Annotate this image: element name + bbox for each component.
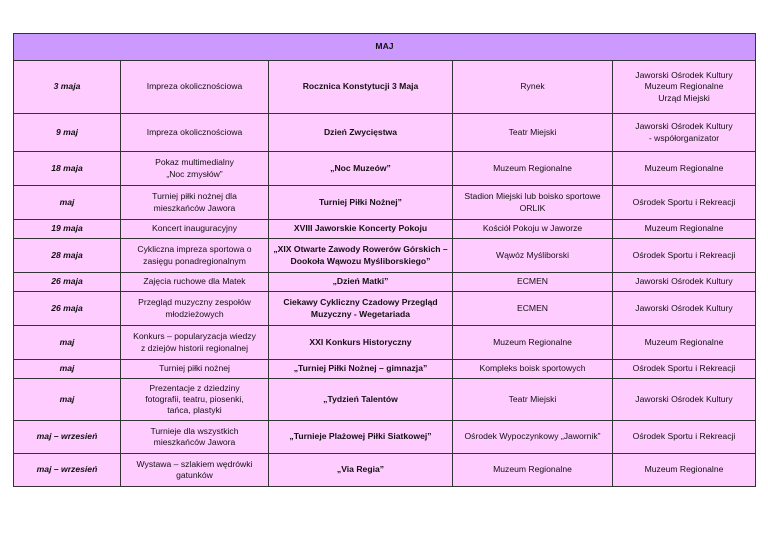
event-place [453,273,613,292]
event-place-line: Muzeum Regionalne [493,464,572,475]
event-type [121,61,269,114]
event-date-line: maj [59,393,75,404]
event-name [269,114,453,152]
event-name [269,239,453,273]
event-type-line: tańca, plastyki [167,405,222,416]
event-organizer [613,152,756,186]
event-organizer-line: Urząd Miejski [658,92,710,103]
event-name-line: „Turniej Piłki Nożnej – gimnazja” [293,363,428,374]
event-type-line: młodzieżowych [165,308,224,319]
table-row [14,152,756,186]
event-date [14,454,121,487]
event-organizer-line: Jaworski Ośrodek Kultury [635,121,733,132]
event-name [269,273,453,292]
event-date [14,273,121,292]
event-date-line: 28 maja [51,249,83,260]
event-type-line: Prezentacje z dziedziny [149,382,240,393]
event-name-line: Muzyczny - Wegetariada [310,308,411,319]
event-name [269,220,453,239]
event-name [269,360,453,379]
event-type [121,186,269,220]
event-place [453,379,613,421]
event-type [121,239,269,273]
table-row [14,61,756,114]
event-place-line: ORLIK [519,202,546,213]
event-date-line: 19 maja [51,223,83,234]
event-type-line: mieszkańców Jawora [153,202,236,213]
event-organizer-line: Jaworski Ośrodek Kultury [635,70,733,81]
event-type-line: Koncert inauguracyjny [151,223,238,234]
event-type-line: mieszkańców Jawora [153,437,236,447]
event-date [14,186,121,220]
event-place-line: Kościół Pokoju w Jaworze [482,223,583,234]
event-organizer-line: Muzeum Regionalne [644,162,724,173]
event-organizer-line: Jaworski Ośrodek Kultury [635,393,733,404]
event-organizer [613,114,756,152]
event-date [14,326,121,360]
event-place-line: ECMEN [516,302,549,313]
event-name [269,421,453,454]
event-place-line: Kompleks boisk sportowych [479,363,586,374]
event-organizer-line: Jaworski Ośrodek Kultury [635,302,733,313]
event-organizer-line: Ośrodek Sportu i Rekreacji [632,196,736,207]
event-date [14,379,121,421]
event-organizer-line: Muzeum Regionalne [644,81,724,92]
event-organizer-line: Ośrodek Sportu i Rekreacji [632,249,736,260]
event-name-line: „Noc Muzeów” [330,162,391,173]
event-place [453,454,613,487]
event-date [14,114,121,152]
event-name [269,152,453,186]
event-place-line: ECMEN [516,276,549,287]
event-type-line: zasięgu ponadregionalnym [143,255,246,266]
event-name-line: Turniej Piłki Nożnej” [319,196,402,207]
event-place [453,326,613,360]
table-row [14,421,756,454]
event-place-line: Teatr Miejski [508,126,557,137]
event-type-line: Turnieje dla wszystkich [150,425,239,436]
event-type-line: fotografii, teatru, piosenki, [145,393,244,404]
month-title: MAJ [14,34,756,61]
event-organizer-line: Jaworski Ośrodek Kultury [635,276,733,287]
event-organizer [613,292,756,326]
event-type [121,114,269,152]
event-organizer-line: Ośrodek Sportu i Rekreacji [632,431,736,442]
event-name [269,379,453,421]
event-date [14,292,121,326]
event-place [453,220,613,239]
table-row [14,220,756,239]
event-organizer [613,61,756,114]
event-date-line: 26 maja [51,302,83,313]
event-date [14,220,121,239]
event-name-line: „XIX Otwarte Zawody Rowerów Górskich – [273,244,448,255]
event-place [453,186,613,220]
event-name-line: XVIII Jaworskie Koncerty Pokoju [293,223,428,234]
event-place-line: Ośrodek Wypoczynkowy „Jawornik” [464,431,601,442]
event-date-line: 3 maja [53,81,81,92]
events-table [13,33,756,487]
event-type [121,292,269,326]
event-place [453,114,613,152]
event-name [269,186,453,220]
event-date-line: maj [59,363,75,374]
event-type-line: Cykliczna impreza sportowa o [137,244,252,255]
event-place [453,239,613,273]
event-name-line: Dzień Zwycięstwa [323,126,398,137]
event-type-line: Przegląd muzyczny zespołów [138,297,251,308]
event-place [453,360,613,379]
event-date-line: 26 maja [51,276,83,287]
event-date [14,421,121,454]
event-name [269,61,453,114]
event-organizer [613,220,756,239]
table-row [14,273,756,292]
table-row [14,379,756,421]
event-type-line: Zajęcia ruchowe dla Matek [143,276,246,287]
event-name [269,326,453,360]
event-place [453,292,613,326]
event-organizer [613,454,756,487]
event-date-line: maj [59,196,75,207]
event-type [121,220,269,239]
event-organizer [613,379,756,421]
event-name-line: „Tydzień Talentów [323,393,398,404]
table-row [14,186,756,220]
event-name-line: Dookoła Wąwozu Myśliborskiego” [290,255,431,266]
events-table-body [14,61,756,487]
event-name-line: „Turnieje Plażowej Piłki Siatkowej” [289,431,432,442]
event-place [453,61,613,114]
event-date [14,360,121,379]
event-date-line: 9 maj [56,126,78,137]
event-organizer-line: Muzeum Regionalne [644,336,724,347]
event-type-line: Turniej piłki nożnej [159,363,230,374]
event-type-line: Turniej piłki nożnej dla [152,191,237,202]
event-type [121,454,269,487]
table-row [14,360,756,379]
event-date-line: maj – wrzesień [36,431,98,442]
event-place-line: Stadion Miejski lub boisko sportowe [464,191,601,202]
event-name-line: XXI Konkurs Historyczny [309,336,412,347]
event-type [121,421,269,454]
event-name [269,292,453,326]
event-type-line: „Noc zmysłów” [166,168,223,179]
event-organizer [613,360,756,379]
event-date [14,152,121,186]
event-type-line: z dziejów historii regionalnej [141,342,248,353]
event-organizer-line: Ośrodek Sportu i Rekreacji [632,363,736,374]
table-row [14,454,756,487]
event-place-line: Muzeum Regionalne [493,162,572,173]
table-row [14,114,756,152]
event-date [14,239,121,273]
event-type-line: Impreza okolicznościowa [146,126,243,137]
event-name [269,454,453,487]
event-date-line: maj – wrzesień [36,464,98,475]
event-organizer [613,186,756,220]
event-organizer-line: Muzeum Regionalne [644,464,724,475]
event-place-line: Teatr Miejski [508,393,557,404]
event-organizer [613,421,756,454]
event-place-line: Rynek [520,81,545,92]
event-date-line: 18 maja [51,162,83,173]
event-type [121,326,269,360]
event-type [121,152,269,186]
event-type [121,273,269,292]
event-organizer [613,239,756,273]
table-row [14,292,756,326]
table-row [14,239,756,273]
event-organizer [613,326,756,360]
event-organizer-line: Muzeum Regionalne [644,223,724,234]
event-place [453,152,613,186]
event-date [14,61,121,114]
event-name-line: Ciekawy Cykliczny Czadowy Przegląd [283,297,438,308]
event-organizer [613,273,756,292]
event-name-line: „Via Regia” [336,464,385,475]
event-name-line: „Dzień Matki” [332,276,389,287]
event-place-line: Muzeum Regionalne [493,336,572,347]
table-row [14,326,756,360]
event-name-line: Rocznica Konstytucji 3 Maja [302,81,419,92]
event-date-line: maj [59,336,75,347]
event-place [453,421,613,454]
event-type [121,360,269,379]
event-organizer-line: - współorganizator [648,132,720,143]
event-type-line: Pokaz multimedialny [155,157,234,168]
event-place-line: Wąwóz Myśliborski [495,249,570,260]
event-type-line: gatunków [176,470,213,480]
event-type [121,379,269,421]
event-type-line: Wystawa – szlakiem wędrówki [136,458,253,469]
event-type-line: Impreza okolicznościowa [146,81,243,92]
event-type-line: Konkurs – popularyzacja wiedzy [133,331,256,342]
